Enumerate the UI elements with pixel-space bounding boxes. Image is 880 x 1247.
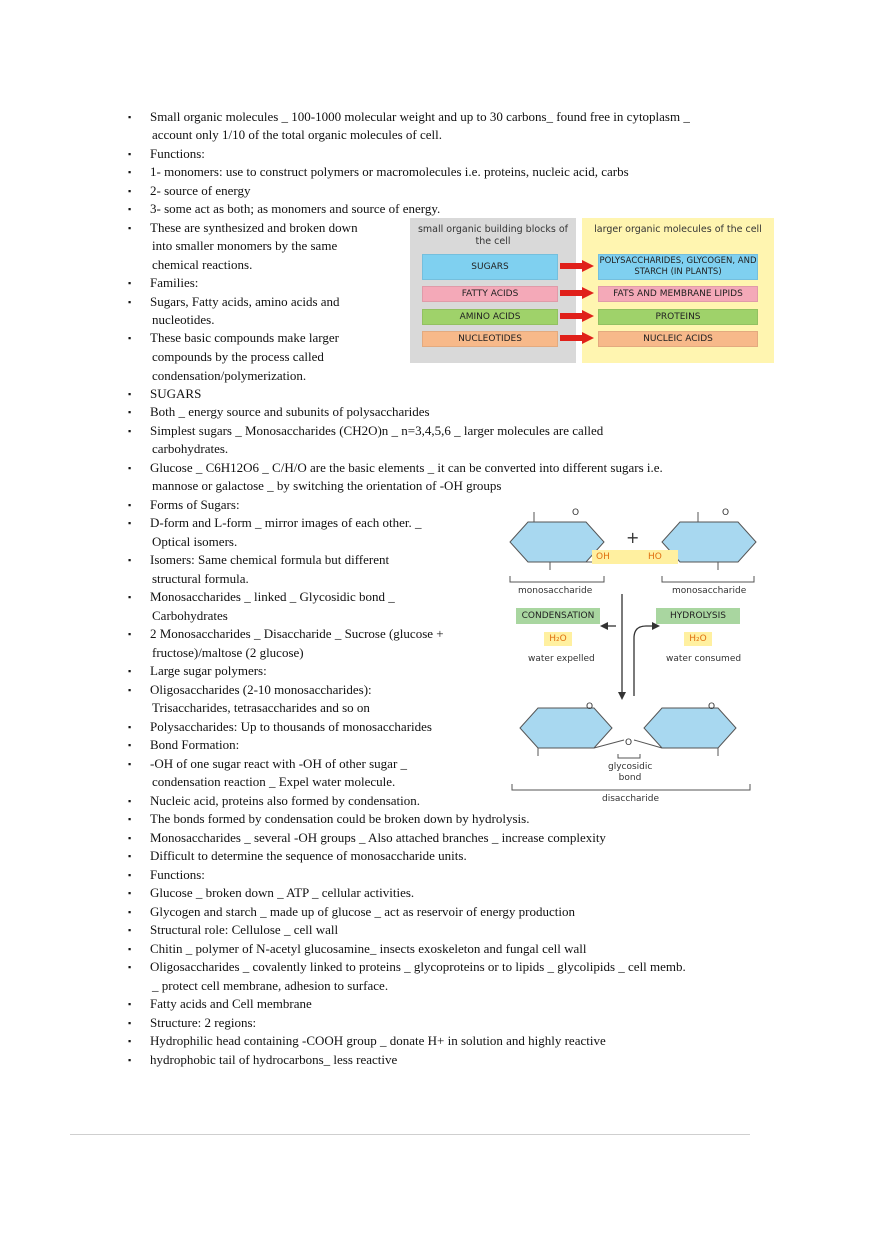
line-text: These basic compounds make larger [150, 330, 339, 345]
line-text: Forms of Sugars: [150, 497, 240, 512]
bullet-marker: ▪ [128, 999, 132, 1009]
bullet-marker: ▪ [128, 500, 132, 510]
line-text: Glucose _ C6H12O6 _ C/H/O are the basic elements _ it can be converted into different sugars i.e. [150, 460, 663, 475]
bullet-marker: ▪ [128, 1055, 132, 1065]
bullet-marker: ▪ [128, 944, 132, 954]
line-text: Polysaccharides: Up to thousands of monosaccharides [150, 719, 432, 734]
bullet-marker: ▪ [128, 592, 132, 602]
line-text: Nucleic acid, proteins also formed by condensation. [150, 793, 421, 808]
bullet-marker: ▪ [128, 962, 132, 972]
bullet-marker: ▪ [128, 1036, 132, 1046]
line-text: condensation reaction _ Expel water molecule. [152, 774, 396, 789]
building-blocks-figure [410, 218, 774, 363]
line-text: Monosaccharides _ several -OH groups _ Also attached branches _ increase complexity [150, 830, 606, 845]
building-block-0: SUGARS [422, 254, 558, 280]
line-text: 1- monomers: use to construct polymers or macromolecules i.e. proteins, nucleic acid, carbs [150, 164, 629, 179]
bullet-marker: ▪ [128, 740, 132, 750]
bullet-marker: ▪ [128, 297, 132, 307]
line-text: condensation/polymerization. [152, 368, 307, 383]
red-arrow [560, 310, 594, 322]
bullet-marker: ▪ [128, 925, 132, 935]
disaccharide-ring-oxygen-right: O [708, 702, 716, 712]
building-block-2: AMINO ACIDS [422, 309, 558, 325]
line-text: 2 Monosaccharides _ Disaccharide _ Sucrose (glucose + [150, 626, 444, 641]
line-text: Small organic molecules _ 100-1000 molecular weight and up to 30 carbons_ found free in cytoplasm _ [150, 109, 690, 124]
right-monosaccharide-caption: monosaccharide [672, 586, 747, 596]
bullet-marker: ▪ [128, 112, 132, 122]
line-text: compounds by the process called [152, 349, 324, 364]
bullet-marker: ▪ [128, 1018, 132, 1028]
ring-oxygen-left: O [572, 508, 580, 518]
macromolecule-1: FATS AND MEMBRANE LIPIDS [598, 286, 758, 302]
line-text: Bond Formation: [150, 737, 240, 752]
bullet-marker: ▪ [128, 167, 132, 177]
line-text: carbohydrates. [152, 441, 229, 456]
disaccharide-ring-oxygen-left: O [586, 702, 594, 712]
line-text: into smaller monomers by the same [152, 238, 338, 253]
condensation-label: CONDENSATION [516, 608, 600, 624]
line-text: 2- source of energy [150, 183, 251, 198]
line-text: nucleotides. [152, 312, 215, 327]
line-text: -OH of one sugar react with -OH of other sugar _ [150, 756, 408, 771]
bullet-marker: ▪ [128, 518, 132, 528]
line-text: D-form and L-form _ mirror images of each other. _ [150, 515, 422, 530]
ring-oxygen-right: O [722, 508, 730, 518]
bullet-marker: ▪ [128, 463, 132, 473]
line-text: fructose)/maltose (2 glucose) [152, 645, 304, 660]
line-text: Simplest sugars _ Monosaccharides (CH2O)n _ n=3,4,5,6 _ larger molecules are called [150, 423, 604, 438]
left-monosaccharide-ring [510, 522, 604, 562]
bullet-marker: ▪ [128, 833, 132, 843]
left-heading: small organic building blocks of the cell [417, 224, 569, 247]
bullet-marker: ▪ [128, 149, 132, 159]
macromolecule-3: NUCLEIC ACIDS [598, 331, 758, 347]
ho-label: HO [648, 552, 662, 562]
line-text: Optical isomers. [152, 534, 238, 549]
bullet-marker: ▪ [128, 870, 132, 880]
line-text: mannose or galactose _ by switching the orientation of -OH groups [152, 478, 502, 493]
bullet-marker: ▪ [128, 629, 132, 639]
bullet-marker: ▪ [128, 759, 132, 769]
line-text: hydrophobic tail of hydrocarbons_ less reactive [150, 1052, 398, 1067]
bullet-marker: ▪ [128, 796, 132, 806]
bullet-marker: ▪ [128, 204, 132, 214]
glycosidic-bond-label: glycosidic bond [608, 762, 653, 783]
footer-divider [70, 1134, 750, 1135]
line-text: SUGARS [150, 386, 202, 401]
bullet-marker: ▪ [128, 407, 132, 417]
line-text: Hydrophilic head containing -COOH group _ donate H+ in solution and highly reactive [150, 1033, 606, 1048]
glycosidic-oxygen: O [625, 738, 633, 748]
water-expelled-formula: H₂O [544, 632, 572, 646]
line-text: Structural role: Cellulose _ cell wall [150, 922, 339, 937]
bullet-marker: ▪ [128, 223, 132, 233]
line-text: _ protect cell membrane, adhesion to surface. [152, 978, 389, 993]
bullet-marker: ▪ [128, 814, 132, 824]
line-text: Functions: [150, 146, 205, 161]
line-text: The bonds formed by condensation could be broken down by hydrolysis. [150, 811, 530, 826]
line-text: Families: [150, 275, 199, 290]
red-arrow [560, 332, 594, 344]
hydrolysis-label: HYDROLYSIS [656, 608, 740, 624]
line-text: Both _ energy source and subunits of polysaccharides [150, 404, 430, 419]
bullet-marker: ▪ [128, 555, 132, 565]
line-text: chemical reactions. [152, 257, 253, 272]
bullet-marker: ▪ [128, 389, 132, 399]
left-monosaccharide-caption: monosaccharide [518, 586, 593, 596]
bullet-marker: ▪ [128, 333, 132, 343]
disaccharide-label: disaccharide [602, 794, 659, 804]
line-text: Carbohydrates [152, 608, 228, 623]
building-block-3: NUCLEOTIDES [422, 331, 558, 347]
line-text: Isomers: Same chemical formula but different [150, 552, 390, 567]
line-text: These are synthesized and broken down [150, 220, 358, 235]
macromolecule-2: PROTEINS [598, 309, 758, 325]
line-text: Monosaccharides _ linked _ Glycosidic bond _ [150, 589, 395, 604]
oh-label: OH [596, 552, 610, 562]
disaccharide-right-ring [644, 708, 736, 748]
bullet-marker: ▪ [128, 888, 132, 898]
bullet-marker: ▪ [128, 278, 132, 288]
red-arrow [560, 260, 594, 272]
bullet-marker: ▪ [128, 666, 132, 676]
plus-sign: + [626, 528, 640, 547]
line-text: Glucose _ broken down _ ATP _ cellular activities. [150, 885, 415, 900]
line-text: Functions: [150, 867, 205, 882]
building-block-1: FATTY ACIDS [422, 286, 558, 302]
bullet-marker: ▪ [128, 907, 132, 917]
line-text: account only 1/10 of the total organic molecules of cell. [152, 127, 443, 142]
bullet-marker: ▪ [128, 685, 132, 695]
line-text: Chitin _ polymer of N-acetyl glucosamine_ insects exoskeleton and fungal cell wall [150, 941, 587, 956]
water-expelled-caption: water expelled [528, 654, 595, 664]
line-text: Fatty acids and Cell membrane [150, 996, 312, 1011]
water-consumed-caption: water consumed [666, 654, 742, 664]
disaccharide-left-ring [520, 708, 612, 748]
bullet-marker: ▪ [128, 186, 132, 196]
line-text: structural formula. [152, 571, 249, 586]
bullet-marker: ▪ [128, 426, 132, 436]
right-heading: larger organic molecules of the cell [594, 224, 762, 235]
condensation-hydrolysis-figure [498, 498, 774, 808]
line-text: Sugars, Fatty acids, amino acids and [150, 294, 340, 309]
bullet-marker: ▪ [128, 722, 132, 732]
line-text: Difficult to determine the sequence of monosaccharide units. [150, 848, 467, 863]
line-text: 3- some act as both; as monomers and source of energy. [150, 201, 441, 216]
line-text: Glycogen and starch _ made up of glucose _ act as reservoir of energy production [150, 904, 576, 919]
line-text: Large sugar polymers: [150, 663, 267, 678]
line-text: Structure: 2 regions: [150, 1015, 257, 1030]
line-text: Trisaccharides, tetrasaccharides and so on [152, 700, 370, 715]
macromolecule-0: POLYSACCHARIDES, GLYCOGEN, AND STARCH (IN PLANTS) [598, 254, 758, 280]
line-text: Oligosaccharides _ covalently linked to proteins _ glycoproteins or to lipids _ glycolipids _ cell memb. [150, 959, 686, 974]
water-consumed-formula: H₂O [684, 632, 712, 646]
line-text: Oligosaccharides (2-10 monosaccharides): [150, 682, 372, 697]
bullet-marker: ▪ [128, 851, 132, 861]
red-arrow [560, 287, 594, 299]
